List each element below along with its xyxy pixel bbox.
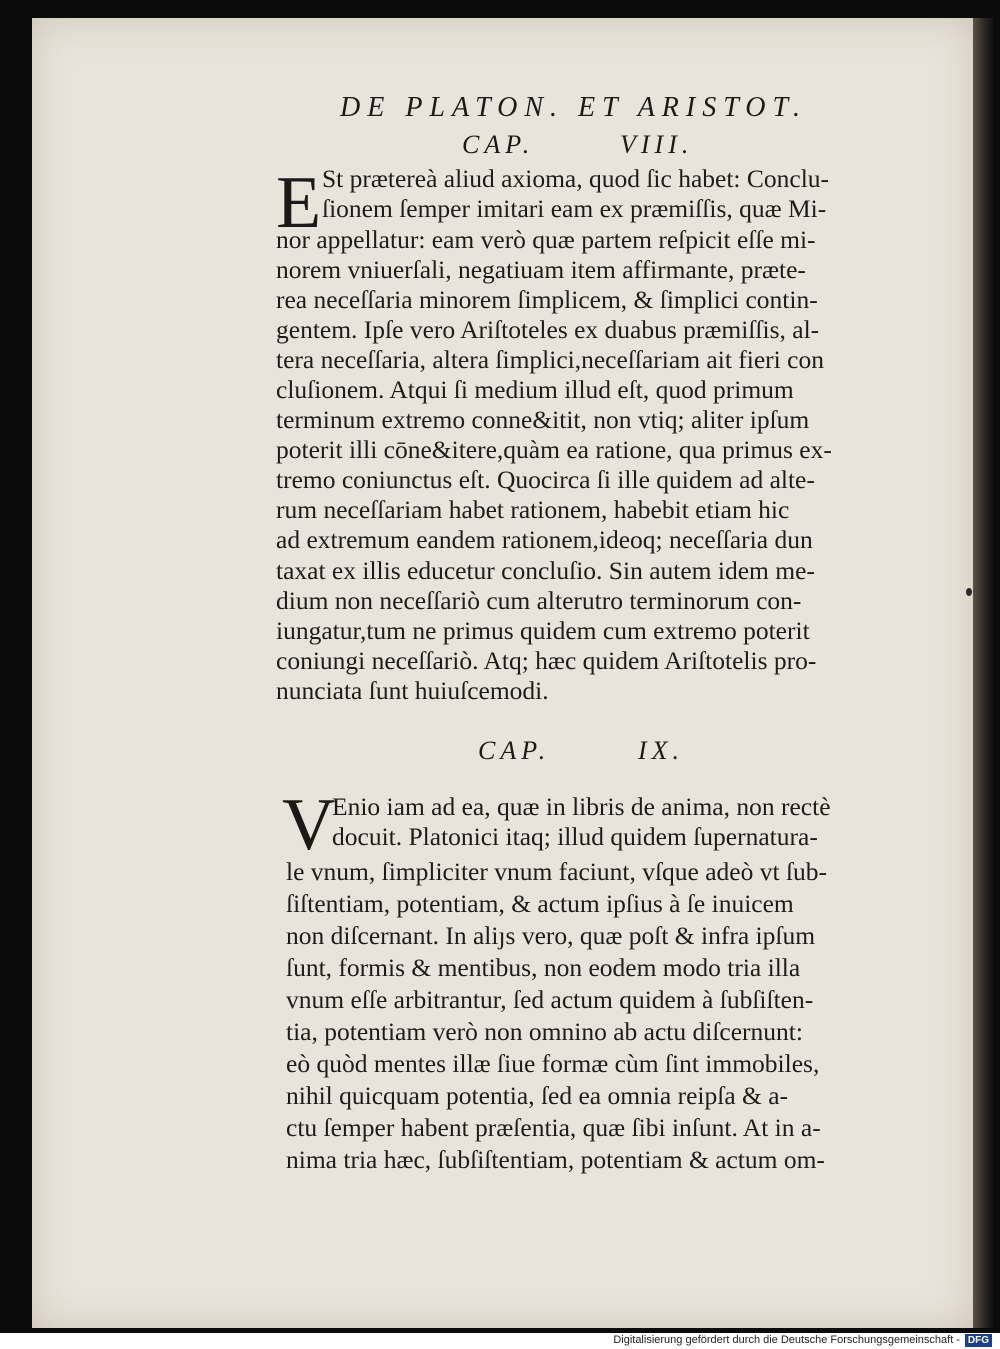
chapter-ix-line: ſiſtentiam, potentiam, & actum ipſius à ſe inuicem — [286, 889, 794, 918]
chapter-viii-line: rea neceſſaria minorem ſimplicem, & ſimplici contin- — [276, 285, 818, 314]
footer-bar — [0, 1333, 1000, 1349]
chapter-viii-line: taxat ex illis educetur concluſio. Sin autem idem me- — [276, 556, 815, 585]
chapter-ix-line: ctu ſemper habent præſentia, quæ ſibi inſunt. At in a- — [286, 1113, 821, 1142]
chapter-viii-line: gentem. Ipſe vero Ariſtoteles ex duabus præmiſſis, al- — [276, 315, 820, 344]
chapter-ix-line: non diſcernant. In aliȷs vero, quæ poſt & infra ipſum — [286, 921, 816, 950]
chapter-viii-line: iungatur,tum ne primus quidem cum extremo poterit — [276, 616, 810, 645]
running-head: DE PLATON. ET ARISTOT. — [340, 92, 808, 123]
chapter-ix-line: nima tria hæc, ſubſiſtentiam, potentiam & actum om- — [286, 1145, 825, 1174]
chapter-viii-line: St prætereà aliud axioma, quod ſic habet: Conclu- — [322, 164, 830, 193]
chapter-ix-line: le vnum, ſimpliciter vnum faciunt, vſque adeò vt ſub- — [286, 857, 828, 886]
chapter-ix-initial: V — [282, 784, 336, 866]
chapter-viii-line: cluſionem. Atqui ſi medium illud eſt, quod primum — [276, 375, 794, 404]
chapter-viii-line: nunciata ſunt huiuſcemodi. — [276, 676, 549, 705]
chapter-viii-line: ad extremum eandem rationem,ideoq; neceſſaria dun — [276, 525, 813, 554]
chapter-viii-number: VIII. — [620, 130, 694, 159]
chapter-viii-initial: E — [276, 162, 322, 244]
chapter-viii-line: tremo coniunctus eſt. Quocirca ſi ille quidem ad alte- — [276, 465, 815, 494]
footer-credit: Digitalisierung gefördert durch die Deutsche Forschungsgemeinschaft - — [613, 1334, 960, 1346]
chapter-viii-line: nor appellatur: eam verò quæ partem reſpicit eſſe mi- — [276, 225, 816, 254]
chapter-viii-line: poterit illi cōne&itere,quàm ea ratione, qua primus ex- — [276, 435, 832, 464]
chapter-ix-line: nihil quicquam potentia, ſed ea omnia reipſa & a- — [286, 1081, 789, 1110]
chapter-ix-line: vnum eſſe arbitrantur, ſed actum quidem à ſubſiſten- — [286, 985, 814, 1014]
chapter-viii-line: coniungi neceſſariò. Atq; hæc quidem Ariſtotelis pro- — [276, 646, 817, 675]
page-edge — [973, 18, 993, 1328]
chapter-viii-line: rum neceſſariam habet rationem, habebit etiam hic — [276, 495, 790, 524]
chapter-ix-line: ſunt, formis & mentibus, non eodem modo tria illa — [286, 953, 801, 982]
chapter-viii-line: norem vniuerſali, negatiuam item affirmante, præte- — [276, 255, 806, 284]
chapter-ix-line: docuit. Platonici itaq; illud quidem ſupernatura- — [332, 822, 818, 851]
chapter-ix-label: CAP. — [478, 736, 551, 765]
chapter-ix-line: Enio iam ad ea, quæ in libris de anima, non rectè — [332, 792, 831, 821]
chapter-viii-line: terminum extremo conne&itit, non vtiq; aliter ipſum — [276, 405, 810, 434]
chapter-viii-line: dium non neceſſariò cum alterutro terminorum con- — [276, 586, 802, 615]
chapter-ix-number: IX. — [638, 736, 685, 765]
chapter-ix-line: eò quòd mentes illæ ſiue formæ cùm ſint immobiles, — [286, 1049, 820, 1078]
chapter-ix-line: tia, potentiam verò non omnino ab actu diſcernunt: — [286, 1017, 803, 1046]
dfg-logo: DFG — [965, 1334, 992, 1347]
edge-mark — [966, 588, 972, 596]
chapter-viii-line: ſionem ſemper imitari eam ex præmiſſis, quæ Mi- — [322, 194, 827, 223]
chapter-viii-label: CAP. — [462, 130, 535, 159]
chapter-viii-line: tera neceſſaria, altera ſimplici,neceſſariam ait fieri con — [276, 345, 824, 374]
